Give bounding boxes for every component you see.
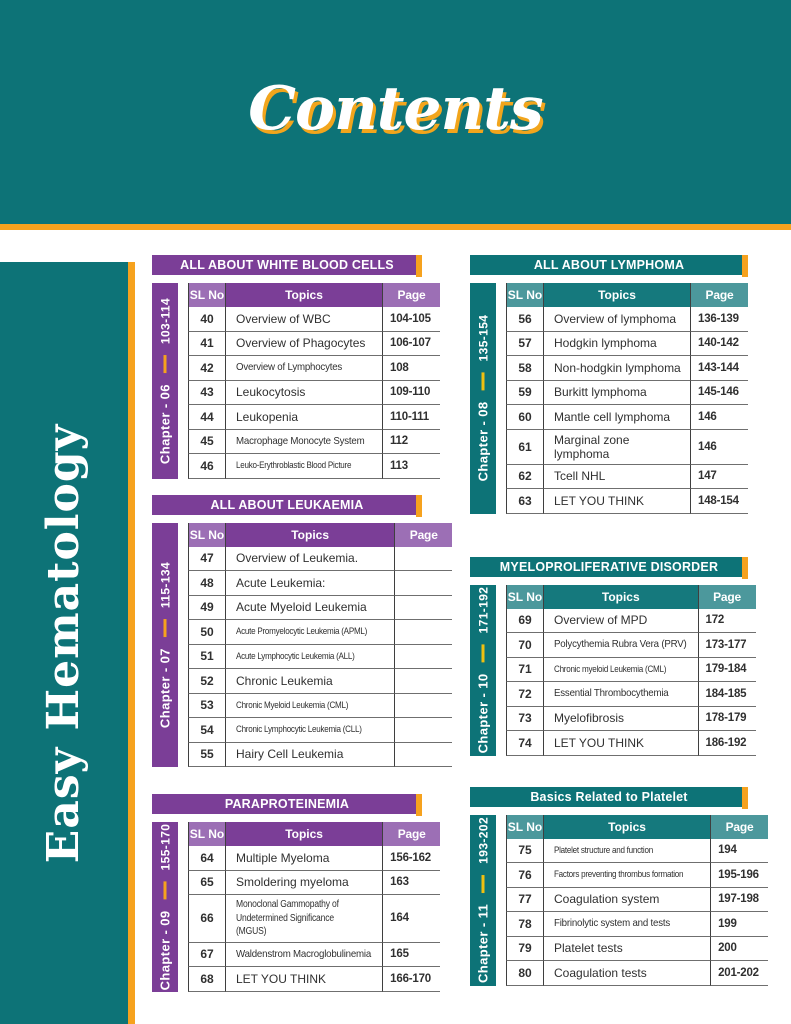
- sl-cell: 69: [506, 609, 544, 634]
- orange-accent: [416, 495, 422, 517]
- content-columns: [152, 255, 759, 992]
- topic-text: Chronic Leukemia: [236, 673, 333, 688]
- sl-cell: 40: [188, 307, 226, 332]
- book-spine: [0, 262, 128, 1024]
- topic-cell: [544, 356, 691, 381]
- topic-cell: [226, 718, 395, 743]
- page-cell: [395, 743, 452, 768]
- topic-cell: [226, 871, 383, 896]
- chapter-dash: [481, 644, 485, 662]
- topic-text: Multiple Myeloma: [236, 850, 330, 865]
- chapter-dash: [481, 373, 485, 391]
- sl-cell: 74: [506, 731, 544, 756]
- page-cell: 172: [699, 609, 756, 634]
- toc-table: [188, 283, 440, 479]
- page-cell: 108: [383, 356, 440, 381]
- topic-cell: [544, 405, 691, 430]
- col-header-page: Page: [383, 283, 440, 307]
- topic-cell: [544, 430, 691, 465]
- topic-text: Macrophage Monocyte System: [236, 435, 365, 447]
- chapter-tab-text: [476, 315, 491, 482]
- section-title: PARAPROTEINEMIA: [224, 797, 350, 811]
- col-header-topics: Topics: [544, 815, 711, 839]
- toc-section-white-blood-cells: [152, 255, 440, 479]
- sl-cell: 78: [506, 912, 544, 937]
- page-cell: 164: [383, 895, 440, 943]
- topic-text: Chronic Lymphocytic Leukemia (CLL): [236, 724, 362, 736]
- page-cell: [395, 620, 452, 645]
- topic-cell: [544, 465, 691, 490]
- page-cell: 113: [383, 454, 440, 479]
- topic-text: Marginal zone lymphoma: [554, 432, 630, 461]
- sl-cell: 70: [506, 633, 544, 658]
- top-banner: [0, 0, 791, 224]
- toc-table: [188, 822, 440, 992]
- chapter-page-range: 103-114: [158, 297, 172, 344]
- topic-text: Mantle cell lymphoma: [554, 409, 671, 424]
- col-header-sl-no: SL No: [506, 585, 544, 609]
- section-title-bar: [470, 787, 748, 807]
- topic-cell: [226, 596, 395, 621]
- topic-text: Leukopenia: [236, 409, 299, 424]
- sl-cell: 73: [506, 707, 544, 732]
- section-title-bar: [470, 557, 748, 577]
- toc-section-lymphoma: [470, 255, 748, 514]
- topic-text: Polycythemia Rubra Vera (PRV): [554, 639, 687, 651]
- page-cell: 178-179: [699, 707, 756, 732]
- col-header-sl-no: SL No: [188, 523, 226, 547]
- page-cell: 197-198: [711, 888, 768, 913]
- topic-cell: [544, 863, 711, 888]
- chapter-tab-text: [158, 823, 173, 990]
- sl-cell: 72: [506, 682, 544, 707]
- col-header-page: Page: [699, 585, 756, 609]
- chapter-tab: [152, 283, 178, 479]
- orange-accent: [416, 255, 422, 277]
- section-body: [470, 283, 748, 514]
- topic-cell: [226, 454, 383, 479]
- page-cell: 146: [691, 430, 748, 465]
- topic-text: Tcell NHL: [554, 469, 606, 484]
- sl-cell: 43: [188, 381, 226, 406]
- sl-cell: 67: [188, 943, 226, 968]
- col-header-topics: Topics: [226, 523, 395, 547]
- chapter-dash: [481, 875, 485, 893]
- topic-cell: [226, 645, 395, 670]
- sl-cell: 50: [188, 620, 226, 645]
- topic-text: Chronic Myeloid Leukemia (CML): [236, 699, 349, 711]
- topic-text: Fibrinolytic system and tests: [554, 918, 671, 930]
- topic-text: Hodgkin lymphoma: [554, 336, 657, 351]
- book-title: Easy Hematology: [38, 423, 90, 863]
- page-cell: 186-192: [699, 731, 756, 756]
- chapter-page-range: 171-192: [476, 586, 490, 634]
- col-header-page: Page: [691, 283, 748, 307]
- orange-accent: [742, 787, 748, 809]
- page-cell: 163: [383, 871, 440, 896]
- chapter-label: Chapter - 08: [475, 401, 491, 482]
- topic-cell: [544, 839, 711, 864]
- col-header-page: Page: [383, 822, 440, 846]
- page-cell: 194: [711, 839, 768, 864]
- topic-cell: [226, 743, 395, 768]
- topic-text: Platelet structure and function: [554, 844, 653, 856]
- sl-cell: 61: [506, 430, 544, 465]
- chapter-page-range: 193-202: [476, 816, 490, 864]
- sl-cell: 79: [506, 937, 544, 962]
- topic-text: Chronic myeloid Leukemia (CML): [554, 663, 667, 675]
- topic-cell: [544, 888, 711, 913]
- sl-cell: 53: [188, 694, 226, 719]
- section-body: [152, 283, 440, 479]
- topic-text: LET YOU THINK: [236, 971, 327, 986]
- sl-cell: 63: [506, 489, 544, 514]
- sl-cell: 60: [506, 405, 544, 430]
- topic-text: Acute Myeloid Leukemia: [236, 600, 367, 615]
- topic-text: Platelet tests: [554, 941, 623, 956]
- topic-cell: [226, 571, 395, 596]
- page-cell: 156-162: [383, 846, 440, 871]
- column-left: [152, 255, 440, 992]
- page-cell: 200: [711, 937, 768, 962]
- topic-cell: [544, 307, 691, 332]
- topic-text: Leukocytosis: [236, 385, 306, 400]
- section-title: ALL ABOUT LYMPHOMA: [533, 258, 685, 272]
- col-header-page: Page: [711, 815, 768, 839]
- toc-section-myeloproliferative-disorder: [470, 557, 748, 756]
- orange-accent: [416, 794, 422, 816]
- topic-cell: [544, 332, 691, 357]
- sl-cell: 65: [188, 871, 226, 896]
- page-cell: [395, 694, 452, 719]
- chapter-dash: [163, 355, 167, 373]
- page-cell: [395, 645, 452, 670]
- page-cell: 148-154: [691, 489, 748, 514]
- chapter-tab: [152, 523, 178, 768]
- topic-text: Acute Leukemia:: [236, 575, 326, 590]
- section-title: Basics Related to Platelet: [530, 789, 688, 804]
- topic-text: Acute Lymphocytic Leukemia (ALL): [236, 650, 355, 662]
- topic-cell: [226, 694, 395, 719]
- sl-cell: 75: [506, 839, 544, 864]
- sl-cell: 56: [506, 307, 544, 332]
- sl-cell: 59: [506, 381, 544, 406]
- col-header-sl-no: SL No: [506, 815, 544, 839]
- topic-text: Smoldering myeloma: [236, 875, 349, 890]
- chapter-label: Chapter - 10: [475, 673, 491, 754]
- topic-cell: [544, 682, 699, 707]
- page-cell: 106-107: [383, 332, 440, 357]
- section-title-bar: [152, 794, 422, 814]
- topic-cell: [544, 633, 699, 658]
- sl-cell: 42: [188, 356, 226, 381]
- sl-cell: 47: [188, 547, 226, 572]
- col-header-topics: Topics: [226, 822, 383, 846]
- chapter-tab: [470, 815, 496, 986]
- chapter-page-range: 135-154: [476, 314, 490, 362]
- sl-cell: 71: [506, 658, 544, 683]
- topic-text: Overview of Lymphocytes: [236, 362, 343, 374]
- topic-text: Overview of Leukemia.: [236, 551, 359, 566]
- banner-divider: [0, 224, 791, 230]
- topic-cell: [544, 707, 699, 732]
- orange-accent: [742, 557, 748, 579]
- topic-cell: [226, 967, 383, 992]
- topic-cell: [544, 912, 711, 937]
- sl-cell: 58: [506, 356, 544, 381]
- topic-cell: [544, 658, 699, 683]
- page-cell: 104-105: [383, 307, 440, 332]
- page-cell: [395, 596, 452, 621]
- page-cell: 173-177: [699, 633, 756, 658]
- page-cell: 199: [711, 912, 768, 937]
- chapter-tab-text: [158, 298, 173, 464]
- page-cell: 136-139: [691, 307, 748, 332]
- sl-cell: 55: [188, 743, 226, 768]
- toc-table: [506, 283, 748, 514]
- section-body: [152, 822, 440, 992]
- topic-cell: [226, 846, 383, 871]
- section-title: MYELOPROLIFERATIVE DISORDER: [499, 559, 719, 574]
- spine-accent-stripe: [128, 262, 135, 1024]
- topic-cell: [544, 961, 711, 986]
- topic-text: Monoclonal Gammopathy of Undetermined Significance (MGUS): [236, 899, 339, 937]
- page-cell: 195-196: [711, 863, 768, 888]
- topic-text: Acute Promyelocytic Leukemia (APML): [236, 626, 368, 638]
- toc-table: [506, 585, 756, 756]
- page-title: Contents: [248, 74, 543, 144]
- section-title-bar: [470, 255, 748, 275]
- sl-cell: 76: [506, 863, 544, 888]
- page-cell: [395, 547, 452, 572]
- sl-cell: 41: [188, 332, 226, 357]
- topic-text: Overview of MPD: [554, 613, 648, 628]
- sl-cell: 51: [188, 645, 226, 670]
- topic-text: Overview of Phagocytes: [236, 336, 366, 351]
- section-title: ALL ABOUT LEUKAEMIA: [210, 497, 364, 512]
- toc-table: [506, 815, 768, 986]
- section-body: [152, 523, 440, 768]
- sl-cell: 66: [188, 895, 226, 943]
- toc-table: [188, 523, 452, 768]
- topic-text: Myelofibrosis: [554, 711, 625, 726]
- col-header-page: Page: [395, 523, 452, 547]
- chapter-tab-text: [476, 587, 491, 754]
- section-title-bar: [152, 255, 422, 275]
- chapter-dash: [163, 881, 167, 899]
- orange-accent: [742, 255, 748, 277]
- topic-cell: [544, 381, 691, 406]
- topic-cell: [544, 937, 711, 962]
- sl-cell: 57: [506, 332, 544, 357]
- topic-text: Coagulation tests: [554, 965, 647, 980]
- topic-text: Leuko-Erythroblastic Blood Picture: [236, 460, 352, 472]
- chapter-page-range: 155-170: [158, 823, 172, 871]
- sl-cell: 49: [188, 596, 226, 621]
- page-cell: 165: [383, 943, 440, 968]
- topic-text: Factors preventing thrombus formation: [554, 869, 684, 881]
- toc-section-leukaemia: [152, 495, 440, 768]
- col-header-sl-no: SL No: [506, 283, 544, 307]
- topic-cell: [226, 547, 395, 572]
- sl-cell: 80: [506, 961, 544, 986]
- topic-text: Hairy Cell Leukemia: [236, 747, 344, 762]
- topic-cell: [226, 943, 383, 968]
- col-header-sl-no: SL No: [188, 283, 226, 307]
- page-cell: 140-142: [691, 332, 748, 357]
- topic-text: Burkitt lymphoma: [554, 385, 647, 400]
- sl-cell: 64: [188, 846, 226, 871]
- chapter-tab: [470, 283, 496, 514]
- chapter-tab: [152, 822, 178, 992]
- section-body: [470, 815, 759, 986]
- topic-cell: [226, 332, 383, 357]
- topic-cell: [226, 405, 383, 430]
- col-header-topics: Topics: [226, 283, 383, 307]
- sl-cell: 46: [188, 454, 226, 479]
- sl-cell: 77: [506, 888, 544, 913]
- chapter-label: Chapter - 07: [157, 647, 173, 728]
- page-cell: 166-170: [383, 967, 440, 992]
- sl-cell: 62: [506, 465, 544, 490]
- page-cell: 147: [691, 465, 748, 490]
- column-right: [470, 255, 759, 992]
- col-header-topics: Topics: [544, 585, 699, 609]
- topic-cell: [226, 430, 383, 455]
- page-cell: 110-111: [383, 405, 440, 430]
- page-cell: [395, 571, 452, 596]
- topic-text: Overview of WBC: [236, 311, 331, 326]
- topic-text: Waldenstrom Macroglobulinemia: [236, 948, 372, 960]
- section-body: [470, 585, 748, 756]
- topic-text: Non-hodgkin lymphoma: [554, 360, 681, 375]
- topic-cell: [226, 356, 383, 381]
- sl-cell: 68: [188, 967, 226, 992]
- chapter-tab-text: [158, 562, 173, 728]
- topic-text: LET YOU THINK: [554, 735, 645, 750]
- topic-cell: [226, 620, 395, 645]
- topic-cell: [544, 489, 691, 514]
- topic-cell: [544, 609, 699, 634]
- topic-text: LET YOU THINK: [554, 493, 645, 508]
- topic-text: Overview of lymphoma: [554, 311, 677, 326]
- chapter-tab: [470, 585, 496, 756]
- page-cell: 184-185: [699, 682, 756, 707]
- topic-cell: [226, 895, 383, 943]
- topic-text: Essential Thrombocythemia: [554, 688, 669, 700]
- toc-section-paraproteinemia: [152, 794, 440, 992]
- topic-cell: [544, 731, 699, 756]
- toc-section-basics-platelet: [470, 787, 759, 986]
- topic-cell: [226, 381, 383, 406]
- chapter-label: Chapter - 06: [157, 383, 173, 464]
- page-cell: [395, 718, 452, 743]
- page-cell: 201-202: [711, 961, 768, 986]
- sl-cell: 44: [188, 405, 226, 430]
- topic-cell: [226, 307, 383, 332]
- section-title: ALL ABOUT WHITE BLOOD CELLS: [180, 258, 394, 272]
- chapter-label: Chapter - 09: [157, 910, 173, 991]
- col-header-sl-no: SL No: [188, 822, 226, 846]
- chapter-page-range: 115-134: [158, 561, 172, 608]
- page-cell: 143-144: [691, 356, 748, 381]
- page-cell: [395, 669, 452, 694]
- page-cell: 112: [383, 430, 440, 455]
- section-title-bar: [152, 495, 422, 515]
- page-cell: 145-146: [691, 381, 748, 406]
- topic-cell: [226, 669, 395, 694]
- page-cell: 179-184: [699, 658, 756, 683]
- chapter-dash: [163, 619, 167, 637]
- col-header-topics: Topics: [544, 283, 691, 307]
- sl-cell: 45: [188, 430, 226, 455]
- topic-text: Coagulation system: [554, 892, 660, 907]
- chapter-label: Chapter - 11: [475, 903, 491, 984]
- sl-cell: 52: [188, 669, 226, 694]
- page-cell: 109-110: [383, 381, 440, 406]
- chapter-tab-text: [476, 817, 491, 983]
- page-cell: 146: [691, 405, 748, 430]
- sl-cell: 48: [188, 571, 226, 596]
- sl-cell: 54: [188, 718, 226, 743]
